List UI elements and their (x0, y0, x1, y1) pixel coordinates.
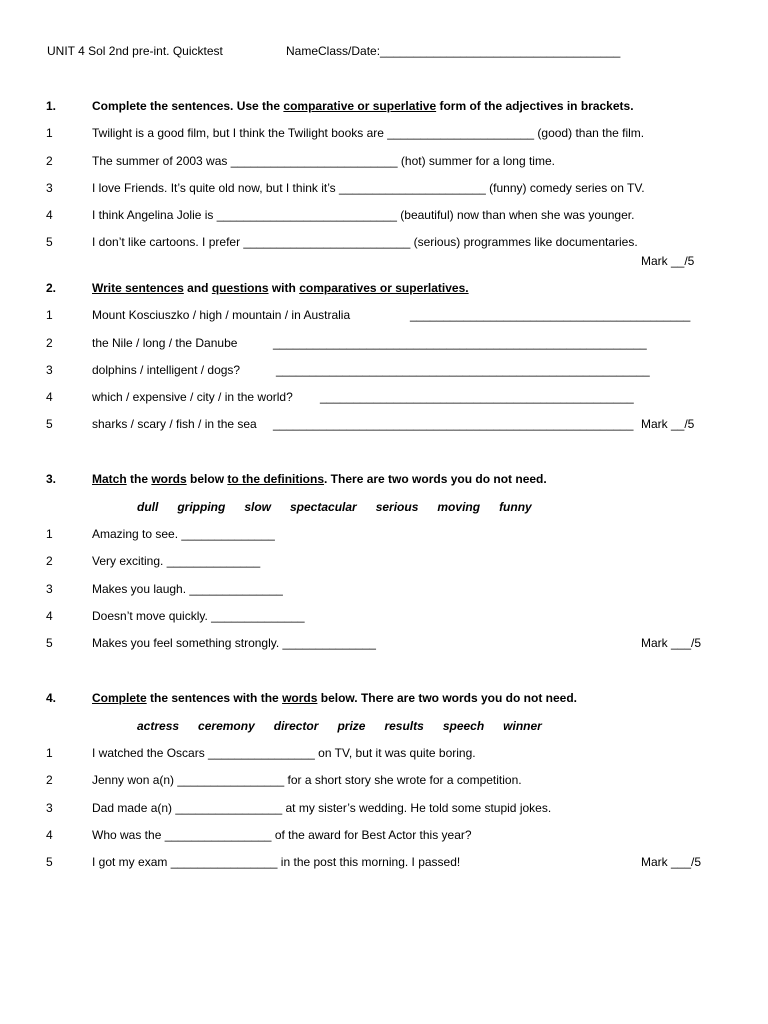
word-bank-item: ceremony (198, 719, 255, 733)
word-bank-item: spectacular (290, 500, 357, 514)
word-bank-item: results (384, 719, 424, 733)
s1-item-3: 3 I love Friends. It’s quite old now, but I think it’s ______________________ (funny) comedy series on TV. (46, 181, 645, 195)
section-4-heading: 4. Complete the sentences with the words below. There are two words you do not need. (46, 691, 577, 705)
section-mark: Mark ___/5 (641, 636, 702, 650)
s3-item-2: 2 Very exciting. ______________ (46, 554, 261, 568)
s4-item-3: 3 Dad made a(n) ________________ at my sister’s wedding. He told some stupid jokes. (46, 801, 552, 815)
s4-item-1: 1 I watched the Oscars ________________ on TV, but it was quite boring. (46, 746, 476, 760)
s1-item-4: 4 I think Angelina Jolie is ___________________________ (beautiful) now than when she was younger. (46, 208, 635, 222)
s4-item-2: 2 Jenny won a(n) ________________ for a short story she wrote for a competition. (46, 773, 522, 787)
answer-line: ________________________________________________________ (273, 336, 647, 350)
word-bank-item: director (273, 719, 319, 733)
s1-item-5: 5 I don’t like cartoons. I prefer _________________________ (serious) programmes like documentaries. (46, 235, 638, 249)
answer-line: _______________________________________________ (320, 390, 634, 404)
section-mark: Mark __/5 (641, 417, 695, 431)
s2-item-1: 1 Mount Kosciuszko / high / mountain / in Australia __________________________________________ (46, 308, 691, 322)
s3-item-5: 5 Makes you feel something strongly. ______________ Mark ___/5 (46, 636, 702, 650)
word-bank-item: serious (375, 500, 419, 514)
answer-line: ________________________________________________________ (276, 363, 650, 377)
s1-mark-row (0, 254, 768, 272)
word-bank-item: actress (137, 719, 180, 733)
s4-item-5: 5 I got my exam ________________ in the post this morning. I passed! Mark ___/5 (46, 855, 702, 869)
word-bank-item: speech (442, 719, 485, 733)
s3-item-3: 3 Makes you laugh. ______________ (46, 582, 283, 596)
unit-title: UNIT 4 Sol 2nd pre-int. Quicktest (47, 44, 223, 58)
word-bank-item: winner (503, 719, 542, 733)
s4-item-4: 4 Who was the ________________ of the award for Best Actor this year? (46, 828, 472, 842)
s2-item-4: 4 which / expensive / city / in the world? _______________________________________________ (46, 390, 634, 404)
s1-item-2: 2 The summer of 2003 was _________________________ (hot) summer for a long time. (46, 154, 555, 168)
section-1-heading (0, 99, 768, 117)
word-bank-item: slow (244, 500, 271, 514)
name-class-date-field: NameClass/Date:____________________________________ (286, 44, 621, 58)
section-instructions: Match the words below to the definitions. There are two words you do not need. (92, 472, 547, 486)
s2-item-2: 2 the Nile / long / the Danube ________________________________________________________ (46, 336, 647, 350)
word-bank-item: gripping (177, 500, 226, 514)
section-2-heading: 2. Write sentences and questions with comparatives or superlatives. (46, 281, 469, 295)
word-bank-item: funny (499, 500, 532, 514)
word-bank (137, 719, 561, 733)
section-3-heading: 3. Match the words below to the definitions. There are two words you do not need. (46, 472, 547, 486)
s3-item-4: 4 Doesn’t move quickly. ______________ (46, 609, 305, 623)
word-bank (137, 500, 551, 514)
answer-line: ______________________________________________________ (273, 417, 634, 431)
s2-item-3: 3 dolphins / intelligent / dogs? ________________________________________________________ (46, 363, 650, 377)
answer-line: __________________________________________ (410, 308, 691, 322)
section-mark: Mark __/5 (641, 254, 695, 268)
s3-item-1: 1 Amazing to see. ______________ (46, 527, 275, 541)
s1-item-1: 1 Twilight is a good film, but I think the Twilight books are ______________________ (good) than the film. (46, 126, 645, 140)
s2-item-5: 5 sharks / scary / fish / in the sea ______________________________________________________ Mark __/5 (46, 417, 695, 431)
word-bank-item: prize (337, 719, 366, 733)
word-bank-item: moving (437, 500, 481, 514)
section-instructions: Complete the sentences with the words below. There are two words you do not need. (92, 691, 577, 705)
section-instructions: Write sentences and questions with comparatives or superlatives. (92, 281, 469, 295)
section-instructions: Complete the sentences. Use the comparative or superlative form of the adjectives in brackets. (92, 99, 634, 113)
section-mark: Mark ___/5 (641, 855, 702, 869)
word-bank-item: dull (137, 500, 159, 514)
section-number: 1. (46, 99, 57, 113)
